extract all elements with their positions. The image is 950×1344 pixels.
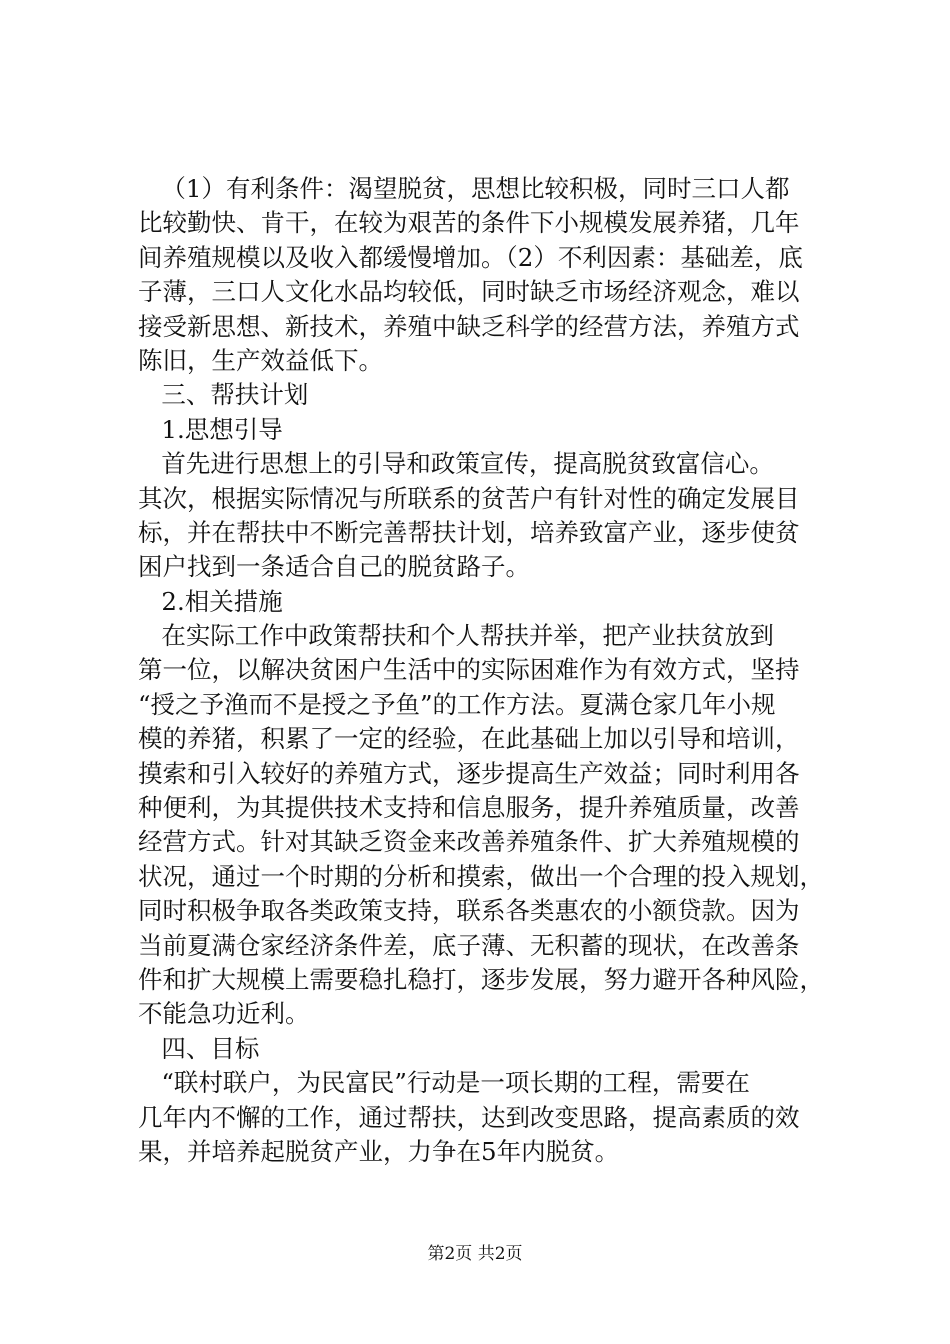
- text-line: 第一位，以解决贫困户生活中的实际困难作为有效方式，坚持: [138, 655, 800, 685]
- subsection-heading: 1.思想引导: [138, 414, 283, 444]
- text-line: 间养殖规模以及收入都缓慢增加。（2）不利因素：基础差，底: [138, 242, 803, 272]
- text-line: 不能急功近利。: [138, 999, 310, 1029]
- text-line: 种便利，为其提供技术支持和信息服务，提升养殖质量，改善: [138, 793, 800, 823]
- text-line: “授之予渔而不是授之予鱼”的工作方法。夏满仓家几年小规: [138, 689, 776, 719]
- page-number-footer: 第2页 共2页: [427, 1244, 523, 1264]
- text-line: 陈旧，生产效益低下。: [138, 345, 383, 375]
- text-line: 当前夏满仓家经济条件差，底子薄、无积蓄的现状，在改善条: [138, 930, 800, 960]
- text-line: 标，并在帮扶中不断完善帮扶计划，培养致富产业，逐步使贫: [138, 517, 800, 547]
- subsection-heading: 2.相关措施: [138, 586, 283, 616]
- text-line: “联村联户，为民富民”行动是一项长期的工程，需要在: [138, 1068, 750, 1098]
- text-line: 比较勤快、肯干，在较为艰苦的条件下小规模发展养猪，几年: [138, 208, 800, 238]
- text-line: 模的养猪，积累了一定的经验，在此基础上加以引导和培训，: [138, 724, 800, 754]
- text-line: 困户找到一条适合自己的脱贫路子。: [138, 552, 530, 582]
- text-line: 子薄，三口人文化水品均较低，同时缺乏市场经济观念，难以: [138, 277, 800, 307]
- text-line: 在实际工作中政策帮扶和个人帮扶并举，把产业扶贫放到: [138, 621, 774, 651]
- section-heading: 四、目标: [138, 1033, 260, 1063]
- text-line: 果，并培养起脱贫产业，力争在5年内脱贫。: [138, 1136, 620, 1166]
- text-line: 首先进行思想上的引导和政策宣传，提高脱贫致富信心。: [138, 449, 774, 479]
- document-body: [138, 172, 838, 1169]
- text-line: 几年内不懈的工作，通过帮扶，达到改变思路，提高素质的效: [138, 1102, 800, 1132]
- section-heading: 三、帮扶计划: [138, 380, 309, 410]
- text-line: （1）有利条件：渴望脱贫，思想比较积极，同时三口人都: [138, 174, 790, 203]
- text-line: 经营方式。针对其缺乏资金来改善养殖条件、扩大养殖规模的: [138, 827, 800, 857]
- text-line: 摸索和引入较好的养殖方式，逐步提高生产效益；同时利用各: [138, 758, 800, 788]
- text-line: 其次，根据实际情况与所联系的贫苦户有针对性的确定发展目: [138, 483, 800, 513]
- text-line: 接受新思想、新技术，养殖中缺乏科学的经营方法，养殖方式: [138, 311, 800, 341]
- text-line: 状况，通过一个时期的分析和摸索，做出一个合理的投入规划，: [138, 861, 824, 891]
- text-line: 件和扩大规模上需要稳扎稳打，逐步发展，努力避开各种风险，: [138, 964, 824, 994]
- text-line: 同时积极争取各类政策支持，联系各类惠农的小额贷款。因为: [138, 896, 800, 926]
